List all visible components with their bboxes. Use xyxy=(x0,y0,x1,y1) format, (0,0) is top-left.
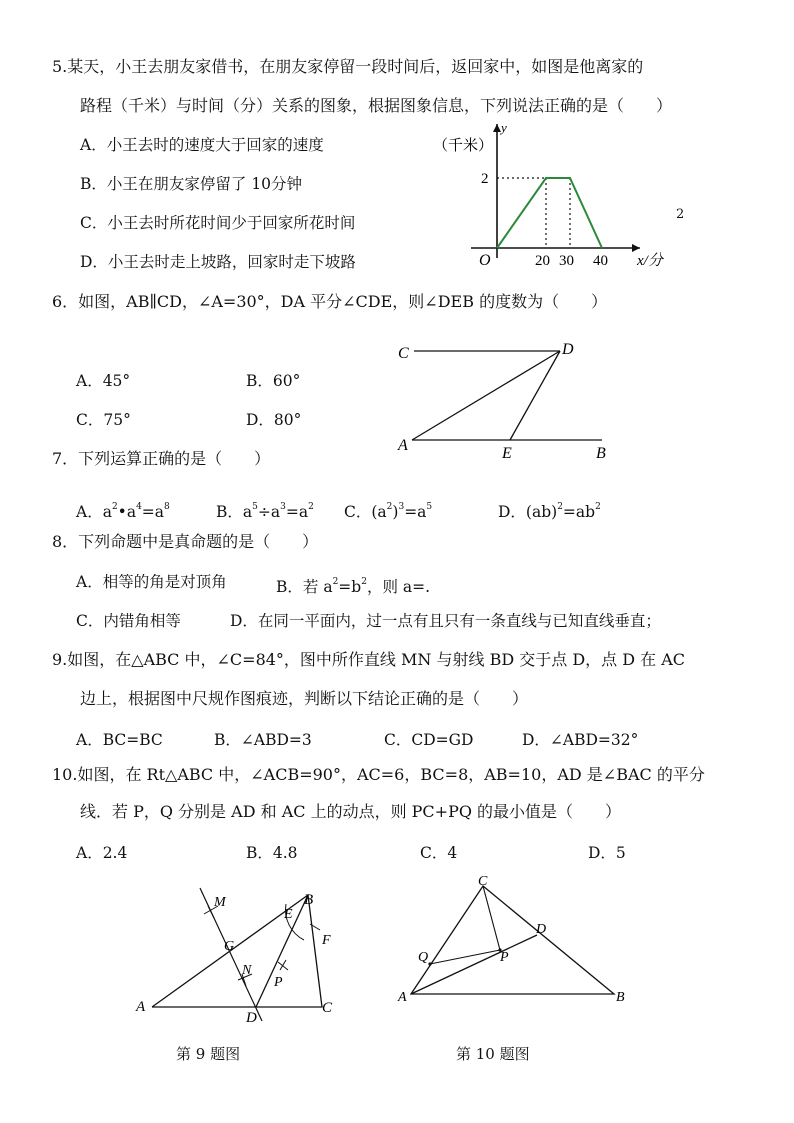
graph-x-tick-20: 20 xyxy=(535,253,550,269)
q5-stem-line2: 路程（千米）与时间（分）关系的图象，根据图象信息，下列说法正确的是（ ） xyxy=(80,96,673,115)
q7-option-a: A．$a^2•a^4=a^8$ xyxy=(76,502,170,521)
q9-stem-line2: 边上，根据图中尺规作图痕迹，判断以下结论正确的是（ ） xyxy=(80,689,529,708)
q6-label-e: E xyxy=(502,445,512,462)
q6-option-c: C．75° xyxy=(76,411,131,429)
fig9-label-m: M xyxy=(214,895,226,910)
q9-option-a: A．BC=BC xyxy=(76,731,163,749)
q6-stem: 6．如图，AB∥CD，∠A=30°，DA 平分∠CDE，则∠DEB 的度数为（ ） xyxy=(52,292,608,311)
q10-option-c: C．4 xyxy=(420,844,458,862)
q8-option-d: D．在同一平面内，过一点有且只有一条直线与已知直线垂直； xyxy=(230,612,661,630)
graph-x-axis-label: x/分 xyxy=(637,253,663,269)
fig10-label-d: D xyxy=(536,922,547,937)
q9-option-c: C．CD=GD xyxy=(384,731,474,749)
q6-label-b: B xyxy=(596,445,606,462)
fig9-label-c: C xyxy=(322,1000,333,1016)
fig10-triangle xyxy=(394,873,634,1008)
graph-path xyxy=(497,178,602,248)
fig9-label-p: P xyxy=(274,975,283,990)
q6-label-c: C xyxy=(398,345,409,362)
stray-mark: 2 xyxy=(676,207,685,222)
q5-distance-time-graph xyxy=(425,118,675,274)
q9-option-b: B．∠ABD=3 xyxy=(214,731,312,749)
q5-option-a: A．小王去时的速度大于回家的速度 xyxy=(80,136,324,154)
q8-option-b: B．若 $a^2=b^2$，则 a=. xyxy=(276,577,431,596)
fig10-label-b: B xyxy=(616,990,625,1005)
fig9-label-g: G xyxy=(224,939,235,954)
q10-stem-line1: 10.如图，在 Rt△ABC 中，∠ACB=90°，AC=6，BC=8，AB=10，AD 是∠BAC 的平分 xyxy=(52,765,705,784)
fig9-label-a: A xyxy=(136,999,146,1015)
fig9-caption: 第 9 题图 xyxy=(176,1045,241,1063)
fig9-label-b: B xyxy=(304,892,314,908)
fig9-construction xyxy=(128,878,348,1028)
q6-option-a: A．45° xyxy=(76,372,131,390)
graph-y-tick-2: 2 xyxy=(481,171,489,187)
fig10-label-a: A xyxy=(398,990,407,1005)
q5-option-b: B．小王在朋友家停留了 10分钟 xyxy=(80,175,303,193)
q10-option-a: A．2.4 xyxy=(76,844,128,862)
fig9-label-n: N xyxy=(242,963,252,978)
q6-label-a: A xyxy=(398,437,408,454)
q8-option-a: A．相等的角是对顶角 xyxy=(76,573,227,591)
graph-x-tick-30: 30 xyxy=(559,253,574,269)
q7-stem: 7．下列运算正确的是（ ） xyxy=(52,449,271,468)
q8-option-c: C．内错角相等 xyxy=(76,612,181,630)
fig10-label-q: Q xyxy=(418,950,429,965)
q9-option-d: D．∠ABD=32° xyxy=(522,731,639,749)
q6-label-d: D xyxy=(562,341,574,358)
q7-option-b: B．$a^5\div a^3=a^2$ xyxy=(216,502,314,521)
fig9-label-e: E xyxy=(284,907,293,922)
q7-option-c: C．$(a^2)^3=a^5$ xyxy=(344,502,433,521)
fig9-label-d: D xyxy=(246,1010,257,1026)
q6-figure xyxy=(390,334,630,464)
q10-option-b: B．4.8 xyxy=(246,844,298,862)
fig10-label-p: P xyxy=(500,950,509,965)
q10-stem-line2: 线．若 P，Q 分别是 AD 和 AC 上的动点，则 PC+PQ 的最小值是（ ） xyxy=(80,802,622,821)
q6-option-d: D．80° xyxy=(246,411,302,429)
q5-option-d: D．小王去时走上坡路，回家时走下坡路 xyxy=(80,253,356,271)
graph-x-tick-40: 40 xyxy=(593,253,608,269)
fig10-caption: 第 10 题图 xyxy=(456,1045,530,1063)
q6-option-b: B．60° xyxy=(246,372,301,390)
graph-y-axis-label: y xyxy=(501,120,507,135)
q9-stem-line1: 9.如图，在△ABC 中，∠C=84°，图中所作直线 MN 与射线 BD 交于点 D，点 D 在 AC xyxy=(52,650,686,669)
q8-stem: 8．下列命题中是真命题的是（ ） xyxy=(52,532,319,551)
q10-option-d: D．5 xyxy=(588,844,626,862)
q5-option-c: C．小王去时所花时间少于回家所花时间 xyxy=(80,214,356,232)
graph-origin-label: O xyxy=(479,252,491,269)
fig9-label-f: F xyxy=(322,933,331,948)
graph-y-unit: （千米） xyxy=(433,138,494,154)
q5-stem-line1: 5.某天，小王去朋友家借书，在朋友家停留一段时间后，返回家中，如图是他离家的 xyxy=(52,57,644,76)
fig10-label-c: C xyxy=(478,874,488,889)
q7-option-d: D．$(ab)^2=ab^2$ xyxy=(498,502,601,521)
